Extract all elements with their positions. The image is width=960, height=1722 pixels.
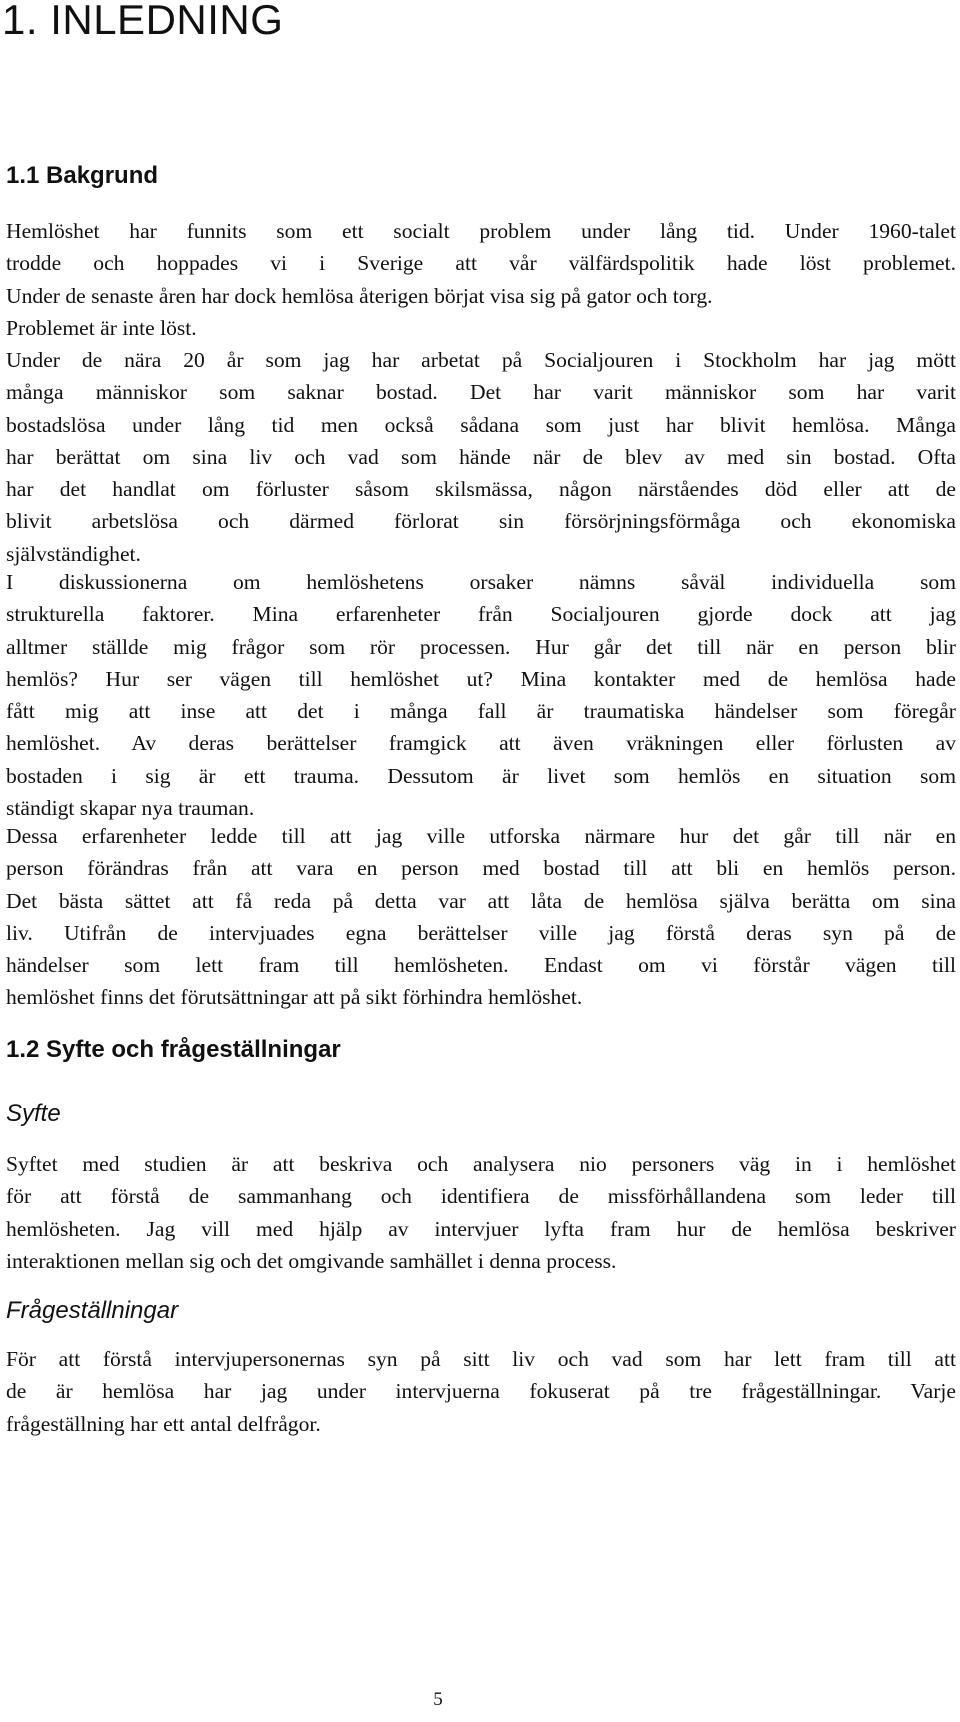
text-line: hemlösheten. Jag vill med hjälp av intervjuer lyfta fram hur de hemlösa beskriver	[6, 1216, 956, 1241]
page-number: 5	[433, 1689, 443, 1710]
text-line: Under de nära 20 år som jag har arbetat på Socialjouren i Stockholm har jag mött	[6, 348, 956, 372]
text-line: hemlöshet. Av deras berättelser framgick att även vräkningen eller förlusten av	[6, 731, 956, 756]
paragraph-syfte	[6, 1148, 956, 1277]
text-line: blivit arbetslösa och därmed förlorat sin försörjningsförmåga och ekonomiska	[6, 509, 956, 534]
text-line: har det handlat om förluster såsom skilsmässa, någon närståendes död eller att de	[6, 477, 956, 502]
text-line: ständigt skapar nya trauman.	[6, 796, 255, 821]
text-line: många människor som saknar bostad. Det har varit människor som har varit	[6, 380, 956, 405]
text-line: Dessa erfarenheter ledde till att jag ville utforska närmare hur det går till när en	[6, 824, 956, 848]
text-line: hemlös? Hur ser vägen till hemlöshet ut? Mina kontakter med de hemlösa hade	[6, 666, 956, 691]
text-line: alltmer ställde mig frågor som rör processen. Hur går det till när en person blir	[6, 634, 956, 659]
text-line: Hemlöshet har funnits som ett socialt problem under lång tid. Under 1960-talet	[6, 219, 956, 243]
subheading-syfte: Syfte	[6, 1100, 61, 1127]
paragraph-bakgrund-2	[6, 344, 956, 570]
chapter-title: 1. INLEDNING	[2, 0, 284, 43]
text-line: har berättat om sina liv och vad som hände när de blev av med sin bostad. Ofta	[6, 444, 956, 469]
text-line: Problemet är inte löst.	[6, 315, 197, 340]
text-line: händelser som lett fram till hemlösheten. Endast om vi förstår vägen till	[6, 953, 956, 978]
text-line: I diskussionerna om hemlöshetens orsaker nämns såväl individuella som	[6, 570, 956, 594]
text-line: person förändras från att vara en person med bostad till att bli en hemlös person.	[6, 856, 956, 881]
text-line: bostaden i sig är ett trauma. Dessutom är livet som hemlös en situation som	[6, 763, 956, 788]
paragraph-bakgrund-3	[6, 566, 956, 824]
paragraph-bakgrund-4	[6, 820, 956, 1014]
text-line: Syftet med studien är att beskriva och analysera nio personers väg in i hemlöshet	[6, 1152, 956, 1176]
text-line: bostadslösa under lång tid men också sådana som just har blivit hemlösa. Många	[6, 412, 956, 437]
text-line: interaktionen mellan sig och det omgivande samhället i denna process.	[6, 1248, 617, 1273]
section-heading-bakgrund: 1.1 Bakgrund	[6, 162, 159, 189]
text-line: hemlöshet finns det förutsättningar att på sikt förhindra hemlöshet.	[6, 985, 583, 1010]
text-line: fått mig att inse att det i många fall är traumatiska händelser som föregår	[6, 699, 956, 724]
text-line: självständighet.	[6, 541, 141, 566]
text-line: för att förstå de sammanhang och identifiera de missförhållandena som leder till	[6, 1184, 956, 1209]
text-line: trodde och hoppades vi i Sverige att vår välfärdspolitik hade löst problemet.	[6, 251, 956, 276]
text-line: Under de senaste åren har dock hemlösa återigen börjat visa sig på gator och torg.	[6, 283, 713, 308]
paragraph-fragestallningar	[6, 1343, 956, 1440]
paragraph-bakgrund-1	[6, 215, 956, 344]
text-line: frågeställning har ett antal delfrågor.	[6, 1411, 321, 1436]
subheading-fragestallningar: Frågeställningar	[6, 1297, 179, 1324]
text-line: de är hemlösa har jag under intervjuerna fokuserat på tre frågeställningar. Varje	[6, 1379, 956, 1404]
text-line: Det bästa sättet att få reda på detta var att låta de hemlösa själva berätta om sina	[6, 888, 956, 913]
text-line: liv. Utifrån de intervjuades egna berättelser ville jag förstå deras syn på de	[6, 920, 956, 945]
section-heading-syfte-och-fragestallningar: 1.2 Syfte och frågeställningar	[6, 1036, 341, 1063]
text-line: strukturella faktorer. Mina erfarenheter från Socialjouren gjorde dock att jag	[6, 602, 956, 627]
text-line: För att förstå intervjupersonernas syn på sitt liv och vad som har lett fram till att	[6, 1347, 956, 1371]
